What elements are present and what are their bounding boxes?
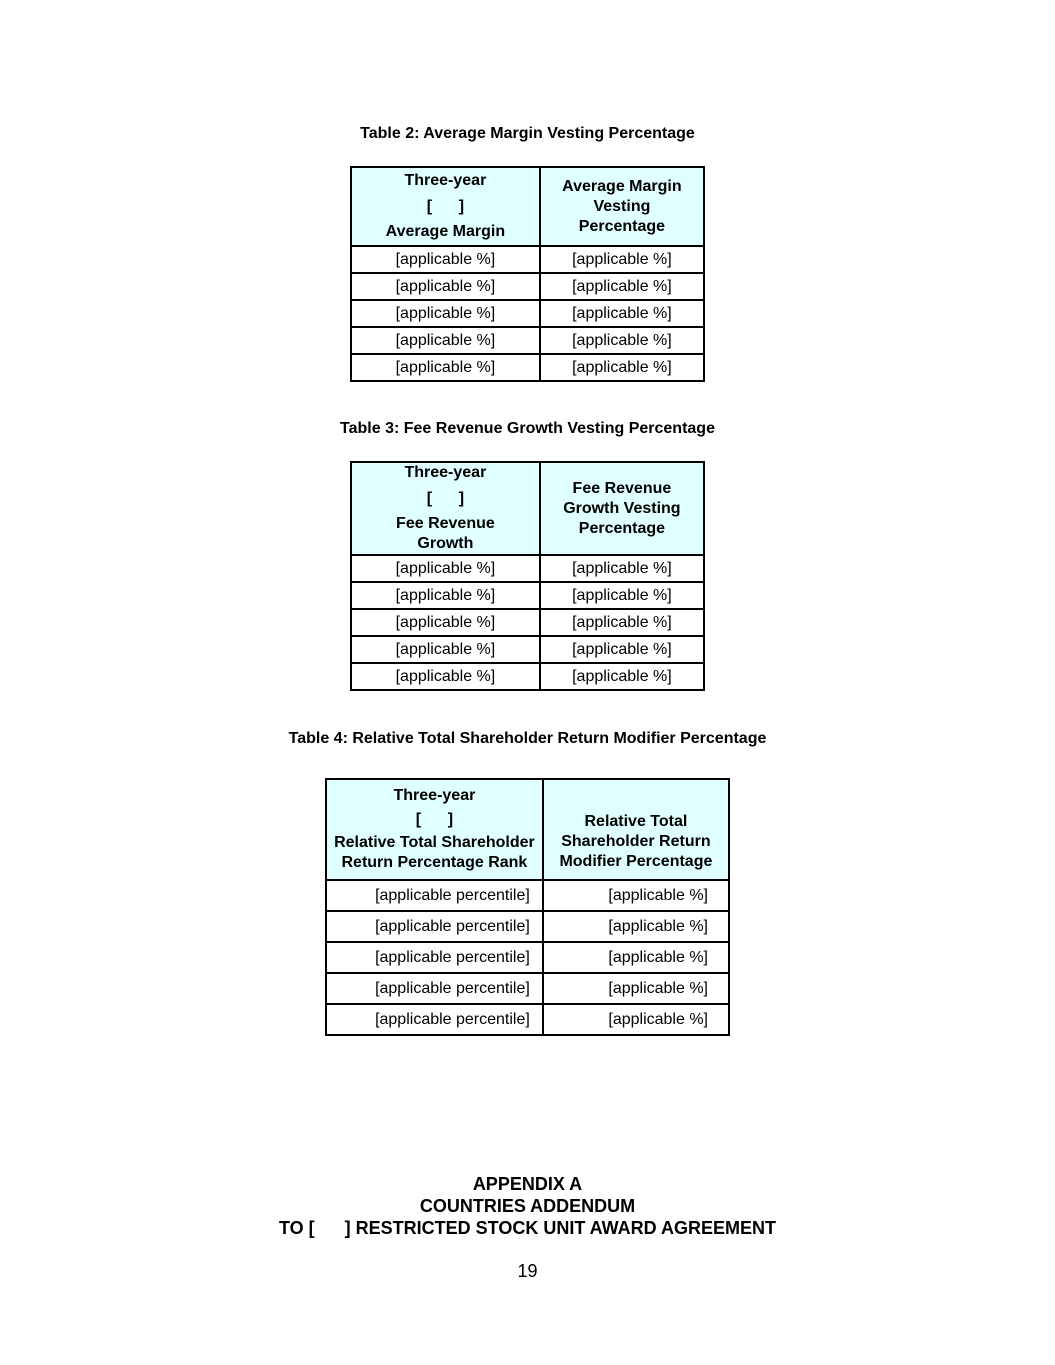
header-line: Fee Revenue xyxy=(396,515,495,532)
header-line: Relative Total xyxy=(584,812,688,830)
header-vesting-percentage xyxy=(540,462,704,555)
table-cell: [applicable percentile] xyxy=(326,911,543,942)
table-cell: [applicable percentile] xyxy=(326,1004,543,1035)
header-vesting-percentage xyxy=(540,167,704,246)
header-line: Fee Revenue xyxy=(572,479,672,497)
table-cell: [applicable %] xyxy=(540,327,704,354)
table-row xyxy=(351,354,704,381)
header-line: Relative Total Shareholder xyxy=(334,834,535,851)
header-line: Vesting xyxy=(593,197,651,215)
table-cell: [applicable %] xyxy=(351,609,540,636)
fee-revenue-growth-table xyxy=(350,461,705,691)
table-row xyxy=(326,942,729,973)
table-cell: [applicable %] xyxy=(543,880,729,911)
header-three-year-tsr-rank xyxy=(326,779,543,880)
header-three-year-fee-revenue-growth xyxy=(351,462,540,555)
table-cell: [applicable %] xyxy=(540,273,704,300)
appendix-title: APPENDIX A xyxy=(472,1174,583,1194)
header-line: Shareholder Return xyxy=(561,832,711,850)
table-cell: [applicable %] xyxy=(540,354,704,381)
table-cell: [applicable %] xyxy=(543,911,729,942)
table-row xyxy=(351,663,704,690)
table-row xyxy=(351,300,704,327)
appendix-agreement-line: TO [ ] RESTRICTED STOCK UNIT AWARD AGREEMENT xyxy=(278,1218,776,1238)
table-cell: [applicable %] xyxy=(540,246,704,273)
table-cell: [applicable %] xyxy=(540,636,704,663)
table-cell: [applicable %] xyxy=(351,273,540,300)
table-cell: [applicable percentile] xyxy=(326,942,543,973)
header-modifier-percentage xyxy=(543,779,729,880)
header-line: Percentage xyxy=(578,217,666,235)
table4-caption: Table 4: Relative Total Shareholder Return Modifier Percentage xyxy=(288,730,767,747)
appendix-subtitle: COUNTRIES ADDENDUM xyxy=(419,1196,636,1216)
table-cell: [applicable %] xyxy=(540,555,704,582)
table-row xyxy=(351,555,704,582)
header-bracket: [ ] xyxy=(426,490,465,507)
table-row xyxy=(351,636,704,663)
table-cell: [applicable %] xyxy=(540,609,704,636)
header-bracket: [ ] xyxy=(415,811,454,828)
table-cell: [applicable percentile] xyxy=(326,973,543,1004)
table-cell: [applicable %] xyxy=(540,582,704,609)
average-margin-table xyxy=(350,166,705,382)
header-line: Average Margin xyxy=(562,177,682,195)
table-cell: [applicable %] xyxy=(540,663,704,690)
header-bracket: [ ] xyxy=(426,198,465,215)
table-row xyxy=(351,246,704,273)
page-number: 19 xyxy=(517,1261,538,1281)
table-cell: [applicable %] xyxy=(543,1004,729,1035)
table-cell: [applicable %] xyxy=(351,246,540,273)
header-line: Growth Vesting xyxy=(563,499,681,517)
header-line: Three-year xyxy=(404,172,487,189)
relative-tsr-modifier-table xyxy=(325,778,730,1036)
table-row xyxy=(351,327,704,354)
table-cell: [applicable percentile] xyxy=(326,880,543,911)
table-row xyxy=(351,273,704,300)
table3-caption: Table 3: Fee Revenue Growth Vesting Percentage xyxy=(340,420,715,437)
table-row xyxy=(326,880,729,911)
table-cell: [applicable %] xyxy=(540,300,704,327)
header-line: Three-year xyxy=(404,464,487,481)
header-line: Return Percentage Rank xyxy=(341,854,528,871)
table-cell: [applicable %] xyxy=(351,327,540,354)
header-three-year-average-margin xyxy=(351,167,540,246)
table-cell: [applicable %] xyxy=(543,942,729,973)
header-line: Percentage xyxy=(578,519,666,537)
table-cell: [applicable %] xyxy=(351,354,540,381)
table-header-row xyxy=(326,779,729,880)
header-line: Three-year xyxy=(393,787,476,804)
header-line: Average Margin xyxy=(385,223,506,240)
table-header-row xyxy=(351,167,704,246)
table-row xyxy=(326,973,729,1004)
table-cell: [applicable %] xyxy=(351,582,540,609)
table-row xyxy=(351,582,704,609)
table-cell: [applicable %] xyxy=(351,636,540,663)
table-cell: [applicable %] xyxy=(351,663,540,690)
header-line: Growth xyxy=(417,535,474,552)
table-row xyxy=(326,1004,729,1035)
table-header-row xyxy=(351,462,704,555)
table-cell: [applicable %] xyxy=(351,300,540,327)
table-cell: [applicable %] xyxy=(543,973,729,1004)
table-row xyxy=(326,911,729,942)
table-cell: [applicable %] xyxy=(351,555,540,582)
header-line: Modifier Percentage xyxy=(559,852,713,870)
table-row xyxy=(351,609,704,636)
table2-caption: Table 2: Average Margin Vesting Percentage xyxy=(360,125,695,142)
